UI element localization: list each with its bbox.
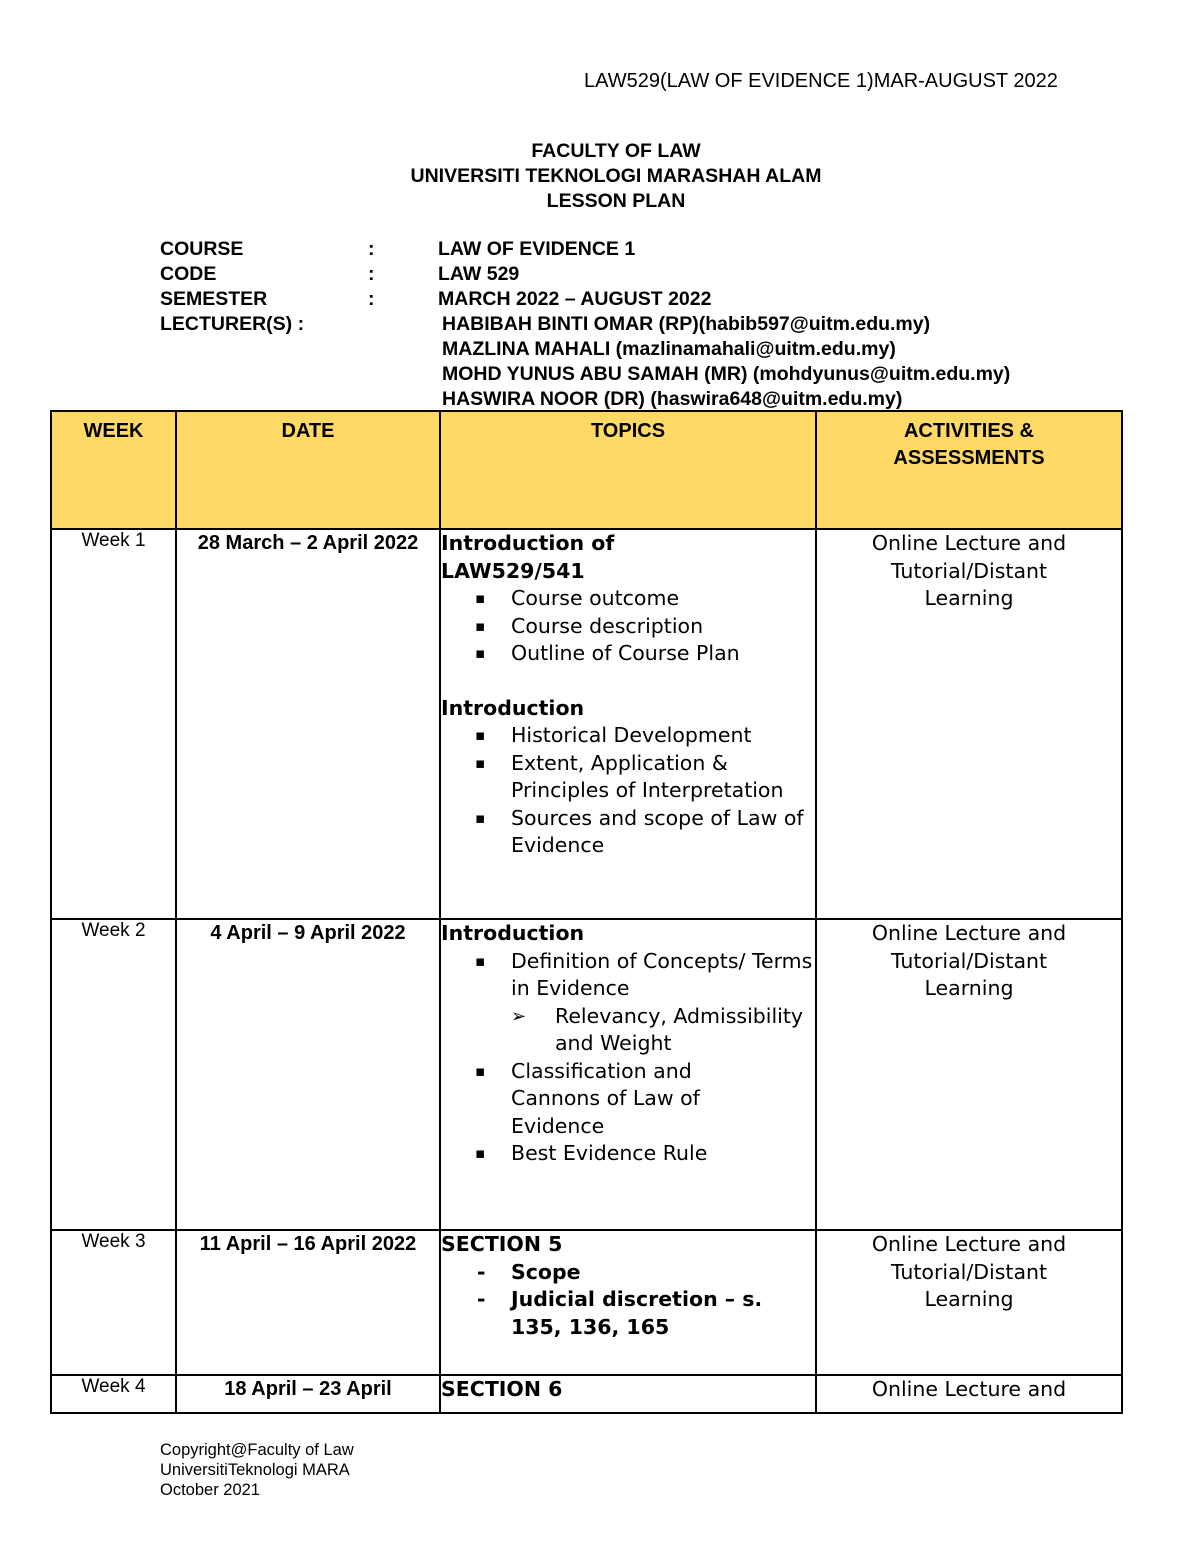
list-item: ➢ Relevancy, Admissibility and Weight	[511, 1003, 804, 1055]
table-row	[51, 1230, 1122, 1375]
lesson-plan-table	[50, 410, 1123, 1414]
page-footer	[160, 1440, 354, 1500]
header-date: DATE	[176, 411, 440, 529]
topic-heading: Introduction	[441, 921, 585, 945]
semester-value: MARCH 2022 – AUGUST 2022	[438, 288, 712, 310]
square-bullet-icon: ▪	[475, 726, 486, 744]
code-label: CODE	[160, 263, 217, 285]
list-item: ▪ Classification and Cannons of Law of Evidence	[475, 1058, 700, 1138]
topic-list	[441, 722, 815, 860]
date-cell: 11 April – 16 April 2022	[176, 1230, 440, 1375]
topics-cell	[440, 529, 816, 919]
topics-cell	[440, 919, 816, 1230]
activities-cell: Online Lecture and Tutorial/Distant Learning	[816, 1230, 1122, 1375]
lecturer-item: HABIBAH BINTI OMAR (RP)(habib597@uitm.edu.my)	[442, 313, 931, 335]
list-item: ▪ Historical Development	[441, 722, 815, 750]
list-item: ▪ Course description	[441, 613, 815, 641]
table-row	[51, 529, 1122, 919]
activities-cell: Online Lecture and	[816, 1375, 1122, 1413]
topic-list	[441, 1259, 815, 1342]
list-item: ▪ Extent, Application & Principles of Interpretation	[475, 750, 784, 802]
footer-line: October 2021	[160, 1481, 260, 1499]
topic-heading: Introduction of LAW529/541	[441, 531, 615, 583]
topics-cell	[440, 1375, 816, 1413]
semester-colon: :	[368, 288, 375, 310]
code-value: LAW 529	[438, 263, 520, 285]
course-label: COURSE	[160, 238, 244, 260]
faculty-title: FACULTY OF LAW	[531, 140, 701, 162]
topics-cell	[440, 1230, 816, 1375]
activities-cell: Online Lecture and Tutorial/Distant Learning	[816, 529, 1122, 919]
running-header: LAW529(LAW OF EVIDENCE 1)MAR-AUGUST 2022	[584, 70, 1058, 92]
footer-line: UniversitiTeknologi MARA	[160, 1461, 350, 1479]
table-row	[51, 919, 1122, 1230]
week-cell: Week 2	[51, 919, 176, 1230]
date-cell: 4 April – 9 April 2022	[176, 919, 440, 1230]
header-week: WEEK	[51, 411, 176, 529]
lesson-plan-title: LESSON PLAN	[546, 190, 686, 212]
course-colon: :	[368, 238, 375, 260]
topic-heading: SECTION 5	[441, 1232, 563, 1256]
list-item: ▪ Definition of Concepts/ Terms in Evidence ➢ Relevancy, Admissibility and Weight	[441, 948, 815, 1058]
lecturers-label: LECTURER(S) :	[160, 313, 305, 335]
header-activities: ACTIVITIES & ASSESSMENTS	[816, 411, 1122, 529]
list-item: ▪ Sources and scope of Law of Evidence	[475, 805, 804, 857]
dash-bullet: -	[477, 1287, 486, 1311]
table-row	[51, 1375, 1122, 1413]
course-value: LAW OF EVIDENCE 1	[438, 238, 636, 260]
list-item: ▪ Best Evidence Rule	[441, 1140, 815, 1168]
date-cell: 18 April – 23 April	[176, 1375, 440, 1413]
sub-list	[511, 1003, 815, 1058]
header-topics: TOPICS	[440, 411, 816, 529]
square-bullet-icon: ▪	[475, 1061, 486, 1080]
arrow-bullet-icon: ➢	[511, 1005, 527, 1027]
week-cell: Week 4	[51, 1375, 176, 1413]
table-header-row	[51, 411, 1122, 529]
lecturers-list	[442, 312, 1010, 412]
list-item: ▪ Outline of Course Plan	[441, 640, 815, 668]
square-bullet-icon: ▪	[475, 951, 486, 970]
topic-heading: Introduction	[441, 695, 585, 720]
activities-cell: Online Lecture and Tutorial/Distant Learning	[816, 919, 1122, 1230]
list-item: - Judicial discretion – s. 135, 136, 165	[477, 1287, 763, 1339]
topic-list	[441, 948, 815, 1168]
footer-line: Copyright@Faculty of Law	[160, 1441, 354, 1459]
week-cell: Week 1	[51, 529, 176, 919]
university-title: UNIVERSITI TEKNOLOGI MARASHAH ALAM	[410, 165, 822, 187]
lecturer-item: MAZLINA MAHALI (mazlinamahali@uitm.edu.my)	[442, 338, 896, 360]
square-bullet-icon: ▪	[475, 753, 486, 772]
square-bullet-icon: ▪	[475, 616, 486, 635]
semester-label: SEMESTER	[160, 288, 268, 310]
dash-bullet: -	[477, 1259, 486, 1284]
topic-list	[441, 585, 815, 668]
lecturer-item: HASWIRA NOOR (DR) (haswira648@uitm.edu.my)	[442, 388, 903, 410]
week-cell: Week 3	[51, 1230, 176, 1375]
list-item: - Scope	[441, 1259, 815, 1287]
date-cell: 28 March – 2 April 2022	[176, 529, 440, 919]
list-item: ▪ Course outcome	[441, 585, 815, 613]
topic-heading: SECTION 6	[441, 1377, 563, 1401]
document-titles	[0, 139, 1200, 214]
lecturer-item: MOHD YUNUS ABU SAMAH (MR) (mohdyunus@uitm.edu.my)	[442, 363, 1011, 385]
square-bullet-icon: ▪	[475, 589, 486, 607]
square-bullet-icon: ▪	[475, 644, 486, 662]
square-bullet-icon: ▪	[475, 1144, 486, 1162]
code-colon: :	[368, 263, 375, 285]
square-bullet-icon: ▪	[475, 808, 486, 827]
